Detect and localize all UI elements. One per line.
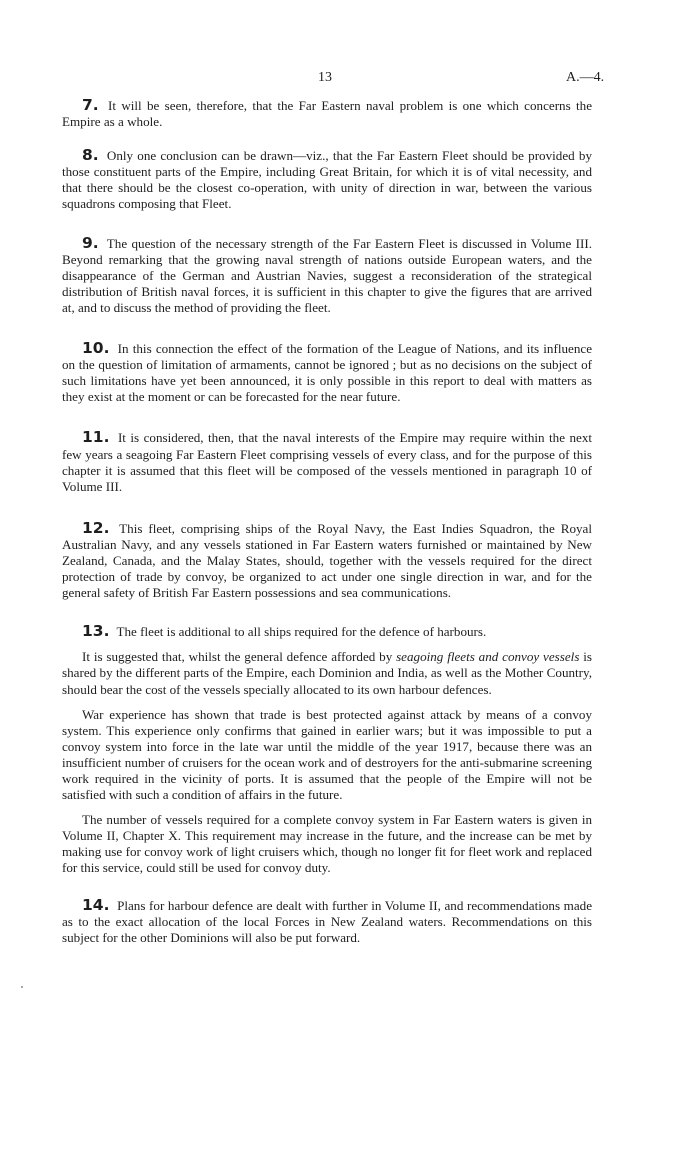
paragraph-text: The number of vessels required for a complete convoy system in Far Eastern waters is given in Volume II, Chapter X. This requirement may increase in the future, and the increase can be met by making use for convoy work of light cruisers which, though no longer fit for fleet work and replaced for this service, could still be used for convoy duty.	[62, 812, 592, 876]
paragraph-text: It is suggested that, whilst the general defence afforded by	[82, 649, 397, 665]
paragraph-10	[62, 340, 592, 405]
paragraph-number: 12.	[82, 518, 110, 537]
paragraph-text: It will be seen, therefore, that the Far Eastern naval problem is one which concerns the Empire as a whole.	[62, 98, 593, 130]
page-number: 13	[318, 70, 332, 85]
paragraph-7	[62, 97, 592, 130]
paragraph-number: 13.	[82, 622, 110, 641]
document-reference: A.—4.	[566, 70, 605, 85]
paragraph-9	[62, 235, 592, 316]
document-body	[62, 97, 592, 946]
paragraph-number: 7.	[82, 96, 99, 114]
paragraph-text: is shared by the different parts of the Empire, each Dominion and India, as well as the Mother Country, should bear the cost of the vessels specially allocated to its own harbour defences.	[62, 649, 592, 697]
paragraph-11	[62, 429, 592, 494]
paragraph-number: 10.	[82, 339, 110, 358]
paragraph-text: War experience has shown that trade is best protected against attack by means of a convoy system. This experience only confirms that gained in earlier wars; but it was impossible to put a convoy system into force in the late war until the middle of the year 1917, because there was an insufficient number of cruisers for the ocean work and of destroyers for the anti-submarine screening work required in the vicinity of ports. It is assumed that the people of the Empire will not be satisfied with such a condition of affairs in the future.	[62, 706, 592, 803]
paragraph-text: It is considered, then, that the naval interests of the Empire may require within the next few years a seagoing Far Eastern Fleet comprising vessels of every class, and for the purpose of this chapter it is assumed that this fleet will be composed of the vessels mentioned in paragraph 10 of Volume III.	[62, 430, 593, 494]
paragraph-13	[62, 623, 592, 640]
paragraph-text: Plans for harbour defence are dealt with further in Volume II, and recommendations made as to the exact allocation of the local Forces in New Zealand waters. Recommendations on this subject for the other Dominions will also be put forward.	[62, 897, 592, 945]
emphasis-text: seagoing fleets and convoy vessels	[396, 649, 580, 665]
paragraph-13-harbour-cost	[62, 649, 592, 697]
paragraph-14	[62, 897, 592, 946]
paragraph-number: 8.	[82, 146, 99, 165]
paragraph-text: The question of the necessary strength of the Far Eastern Fleet is discussed in Volume III. Beyond remarking that the growing naval strength of nations outside European waters, and the disappearance of the German and Austrian Navies, suggest a reconsideration of the strategical distribution of British naval forces, it is sufficient in this chapter to give the figures that are arrived at, and to discuss the method of providing the fleet.	[62, 235, 592, 315]
paragraph-text: Only one conclusion can be drawn—viz., that the Far Eastern Fleet should be provided by those constituent parts of the Empire, including Great Britain, for which it is of vital necessity, and that there should be the closest co-operation, with unity of direction in war, between the various squadrons composing that Fleet.	[62, 148, 592, 212]
paragraph-12	[62, 520, 592, 601]
paragraph-text: The fleet is additional to all ships required for the defence of harbours.	[116, 624, 487, 640]
paragraph-text: In this connection the effect of the formation of the League of Nations, and its influence on the question of limitation of armaments, cannot be ignored ; but as no decisions on the subject of such limitations have yet been announced, it is only possible in this report to deal with matters as they exist at the moment or can be forecasted for the near future.	[62, 341, 592, 405]
paragraph-8	[62, 147, 592, 212]
paragraph-number: 9.	[82, 233, 99, 252]
paragraph-number: 14.	[82, 895, 110, 914]
margin-speck	[21, 986, 23, 988]
paragraph-13-convoy-experience	[62, 707, 592, 804]
paragraph-13-convoy-vessels	[62, 812, 592, 876]
paragraph-number: 11.	[82, 428, 110, 447]
paragraph-text: This fleet, comprising ships of the Royal Navy, the East Indies Squadron, the Royal Australian Navy, and any vessels stationed in Far Eastern waters furnished or maintained by New Zealand, Canada, and the Malay States, should, together with the vessels required for the direct protection of trade by convoy, be organized to act under one single direction in war, and for the general safety of British Far Eastern possessions and sea communications.	[62, 520, 592, 601]
